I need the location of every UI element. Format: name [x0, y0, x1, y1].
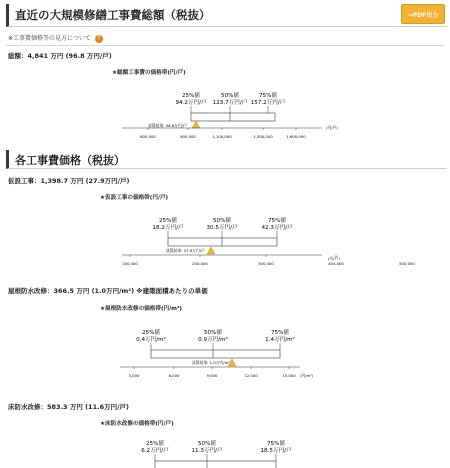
p50-label: 50%値 — [203, 330, 223, 336]
p25-value: 18.2万円/戸 — [152, 225, 184, 231]
total-chart-title: ★総額工事費の価格帯(円/戸) — [112, 70, 186, 76]
p75-label: 75%値 — [266, 441, 286, 447]
p25-label: 25%値 — [145, 441, 165, 447]
tick-label: 3,000 — [128, 373, 140, 378]
estimate-label: 試算結果: 1.0万円/m² — [192, 360, 230, 365]
tick-label: 1,100,000 — [212, 134, 232, 139]
p75-label: 75%値 — [270, 330, 290, 336]
p75-value: 157.2万円/戸 — [250, 100, 286, 106]
roof-price-range-chart — [0, 327, 450, 382]
iqr-box — [155, 461, 276, 468]
floor-chart-title: ★床防水改修の価格帯(円/戸) — [100, 421, 174, 427]
section-header — [6, 150, 447, 169]
tick-label: 15,000 — [282, 373, 296, 378]
tick-label: 400,000 — [328, 261, 344, 266]
tick-label: 500,000 — [399, 261, 415, 266]
p75-value: 1.4万円/m² — [265, 337, 295, 343]
p50-label: 50%値 — [212, 218, 232, 224]
temp-chart-title: ★仮設工事の価格帯(円/戸) — [100, 195, 169, 201]
p50-value: 0.9万円/m² — [198, 337, 228, 343]
p25-label: 25%値 — [158, 218, 178, 224]
iqr-box — [151, 350, 280, 358]
section-title: 各工事費価格（税抜） — [15, 154, 125, 167]
axis-unit: (円/m²) — [300, 373, 314, 378]
tick-label: 100,000 — [122, 261, 138, 266]
temp-cost-label: 仮設工事：1,398.7 万円 (27.9万円/戸) — [8, 177, 130, 185]
tick-label: 600,000 — [140, 134, 156, 139]
floor-cost-label: 床防水改修：583.3 万円 (11.6万円/戸) — [8, 403, 129, 411]
roof-cost-label: 屋根防水改修：366.5 万円 (1.0万円/m²) ※建築面積あたりの単価 — [8, 287, 208, 295]
p75-value: 18.5万円/戸 — [260, 448, 292, 454]
p50-value: 30.5万円/戸 — [206, 225, 238, 231]
iqr-box — [191, 113, 275, 121]
p25-label: 25%値 — [181, 93, 201, 99]
axis-unit: (円/戸) — [328, 256, 340, 261]
p75-label: 75%値 — [267, 218, 287, 224]
tick-label: 12,000 — [244, 373, 258, 378]
tick-label: 1,300,000 — [253, 134, 273, 139]
p50-value: 11.3万円/戸 — [191, 448, 223, 454]
total-price-range-chart — [0, 88, 450, 148]
p25-value: 6.2万円/戸 — [141, 448, 169, 454]
tick-label: 9,000 — [206, 373, 218, 378]
tick-label: 900,000 — [180, 134, 196, 139]
estimate-warning-icon — [207, 247, 215, 254]
tick-label: 6,000 — [168, 373, 180, 378]
p75-label: 75%値 — [258, 93, 278, 99]
divider — [6, 45, 444, 46]
estimate-warning-icon — [192, 121, 200, 128]
roof-chart-title: ★屋根防水改修の価格帯(円/m²) — [100, 306, 182, 312]
floor-price-range-chart — [0, 437, 450, 468]
tick-label: 300,000 — [258, 261, 274, 266]
estimate-label: 試算結果: 27.9万円/戸 — [166, 248, 205, 253]
p50-label: 50%値 — [220, 93, 240, 99]
temp-price-range-chart — [0, 215, 450, 270]
tick-label: 200,000 — [192, 261, 208, 266]
pdf-export-button[interactable]: ⇒PDF出力 — [401, 4, 445, 24]
p25-value: 94.2万円/戸 — [175, 100, 207, 106]
help-note-link[interactable]: ※工事費価格等の見方について — [8, 35, 91, 42]
p50-label: 50%値 — [197, 441, 217, 447]
help-icon[interactable]: ? — [95, 35, 103, 43]
iqr-box — [168, 238, 277, 246]
help-note[interactable] — [8, 33, 103, 43]
p25-value: 0.4万円/m² — [136, 337, 166, 343]
p25-label: 25%値 — [141, 330, 161, 336]
p75-value: 42.3万円/戸 — [261, 225, 293, 231]
axis-unit: (円/戸) — [326, 125, 338, 130]
estimate-label: 試算結果: 96.8万円/戸 — [148, 123, 187, 128]
total-cost-label: 総額：4,841 万円 (96.8 万円/戸) — [8, 52, 112, 60]
page-header — [6, 4, 447, 27]
page-title: 直近の大規模修繕工事費総額（税抜） — [15, 8, 211, 22]
p50-value: 123.7万円/戸 — [212, 100, 248, 106]
tick-label: 1,600,000 — [286, 134, 306, 139]
